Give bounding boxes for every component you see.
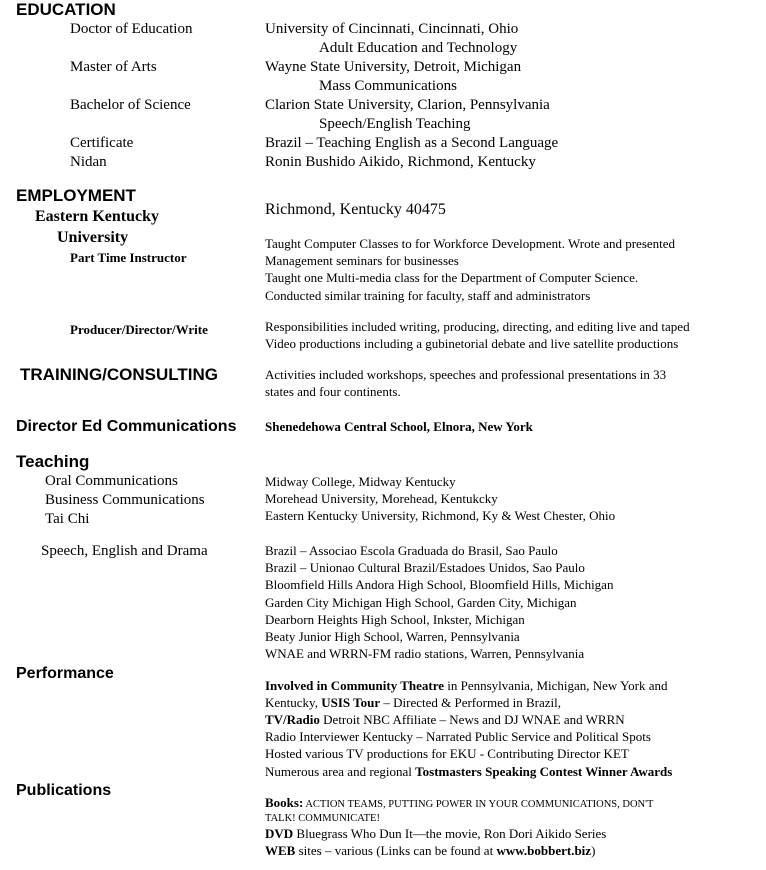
speech-place: Dearborn Heights High School, Inkster, Michigan [265, 612, 525, 627]
performance-line [265, 677, 668, 694]
books-titles-cont: TALK! COMMUNICATE! [265, 813, 380, 824]
publications-heading: Publications [16, 782, 112, 799]
speech-place: Brazil – Associao Escola Graduada do Brasil, Sao Paulo [265, 543, 558, 558]
role-line: Taught Computer Classes to for Workforce Development. Wrote and presented [265, 236, 676, 251]
teaching-place: Eastern Kentucky University, Richmond, Ky & West Chester, Ohio [265, 508, 616, 523]
degree-nidan: Nidan [70, 154, 107, 170]
performance-bold: Tostmasters Speaking Contest Winner Awards [415, 764, 673, 779]
role-line: Management seminars for businesses [265, 253, 459, 268]
performance-line [265, 711, 625, 728]
speech-place: Garden City Michigan High School, Garden City, Michigan [265, 595, 577, 610]
performance-line [265, 763, 672, 780]
role-line: Conducted similar training for faculty, staff and administrators [265, 288, 591, 303]
performance-bold: TV/Radio [265, 712, 320, 727]
website-link[interactable]: www.bobbert.biz [496, 843, 592, 858]
performance-line: Hosted various TV productions for EKU - Contributing Director KET [265, 746, 629, 761]
school-nidan: Ronin Bushido Aikido, Richmond, Kentucky [265, 154, 536, 170]
teaching-place: Morehead University, Morehead, Kentukcky [265, 491, 498, 506]
field-masters: Mass Communications [319, 78, 457, 94]
speech-place: WNAE and WRRN-FM radio stations, Warren, Pennsylvania [265, 646, 585, 661]
employer-location: Richmond, Kentucky 40475 [265, 201, 446, 218]
speech-place: Brazil – Unionao Cultural Brazil/Estadoes Unidos, Sao Paulo [265, 560, 585, 575]
role-title-producer: Producer/Director/Write [70, 322, 208, 337]
dvd-text: Bluegrass Who Dun It—the movie, Ron Dori Aikido Series [293, 826, 607, 841]
director-value: Shenedehowa Central School, Elnora, New York [265, 419, 533, 434]
employer-name-line1: Eastern Kentucky [35, 208, 159, 225]
dvd-label: DVD [265, 826, 294, 841]
performance-text: in Pennsylvania, Michigan, New York and [444, 678, 668, 693]
subject-business: Business Communications [45, 492, 205, 508]
employer-name-line2: University [57, 229, 129, 246]
field-bachelors: Speech/English Teaching [319, 116, 471, 132]
performance-line: Radio Interviewer Kentucky – Narrated Public Service and Political Spots [265, 729, 651, 744]
role-title-instructor: Part Time Instructor [70, 250, 187, 265]
training-heading: TRAINING/CONSULTING [20, 365, 219, 384]
school-doctorate: University of Cincinnati, Cincinnati, Ohio [265, 21, 519, 37]
performance-text: Numerous area and regional [265, 764, 416, 779]
speech-place: Beaty Junior High School, Warren, Pennsylvania [265, 629, 520, 644]
performance-line [265, 694, 561, 711]
performance-text: Kentucky, [265, 695, 322, 710]
performance-bold: USIS Tour [321, 695, 381, 710]
role-line: Video productions including a gubinetorial debate and live satellite productions [265, 336, 679, 351]
performance-text: Detroit NBC Affiliate – News and DJ WNAE and WRRN [319, 712, 625, 727]
performance-bold: Involved in Community Theatre [265, 678, 445, 693]
teaching-heading: Teaching [16, 452, 90, 471]
web-label: WEB [265, 843, 296, 858]
books-titles: ACTION TEAMS, PUTTING POWER IN YOUR COMMUNICATIONS, DON'T [303, 799, 654, 810]
performance-heading: Performance [16, 665, 114, 682]
role-line: Responsibilities included writing, producing, directing, and editing live and taped [265, 319, 690, 334]
role-line: Taught one Multi-media class for the Department of Computer Science. [265, 270, 639, 285]
degree-doctorate: Doctor of Education [70, 21, 193, 37]
degree-bachelors: Bachelor of Science [70, 97, 191, 113]
subject-oral: Oral Communications [45, 473, 178, 489]
degree-certificate: Certificate [70, 135, 134, 151]
publication-web [265, 842, 595, 859]
field-doctorate: Adult Education and Technology [319, 40, 518, 56]
training-line: states and four continents. [265, 384, 401, 399]
school-bachelors: Clarion State University, Clarion, Pennsylvania [265, 97, 550, 113]
teaching-place: Midway College, Midway Kentucky [265, 474, 456, 489]
degree-masters: Master of Arts [70, 59, 157, 75]
books-label: Books: [265, 795, 304, 810]
school-certificate: Brazil – Teaching English as a Second Language [265, 135, 559, 151]
school-masters: Wayne State University, Detroit, Michigan [265, 59, 522, 75]
employment-heading: EMPLOYMENT [16, 186, 136, 205]
performance-text: – Directed & Performed in Brazil, [380, 695, 561, 710]
subject-speech: Speech, English and Drama [41, 543, 208, 559]
web-text-end: ) [591, 843, 596, 858]
subject-taichi: Tai Chi [45, 511, 90, 527]
training-line: Activities included workshops, speeches and professional presentations in 33 [265, 367, 667, 382]
education-heading: EDUCATION [16, 0, 116, 19]
director-heading: Director Ed Communications [16, 418, 237, 435]
speech-place: Bloomfield Hills Andora High School, Bloomfield Hills, Michigan [265, 577, 614, 592]
publication-dvd [265, 825, 606, 842]
web-text: sites – various (Links can be found at [295, 843, 497, 858]
